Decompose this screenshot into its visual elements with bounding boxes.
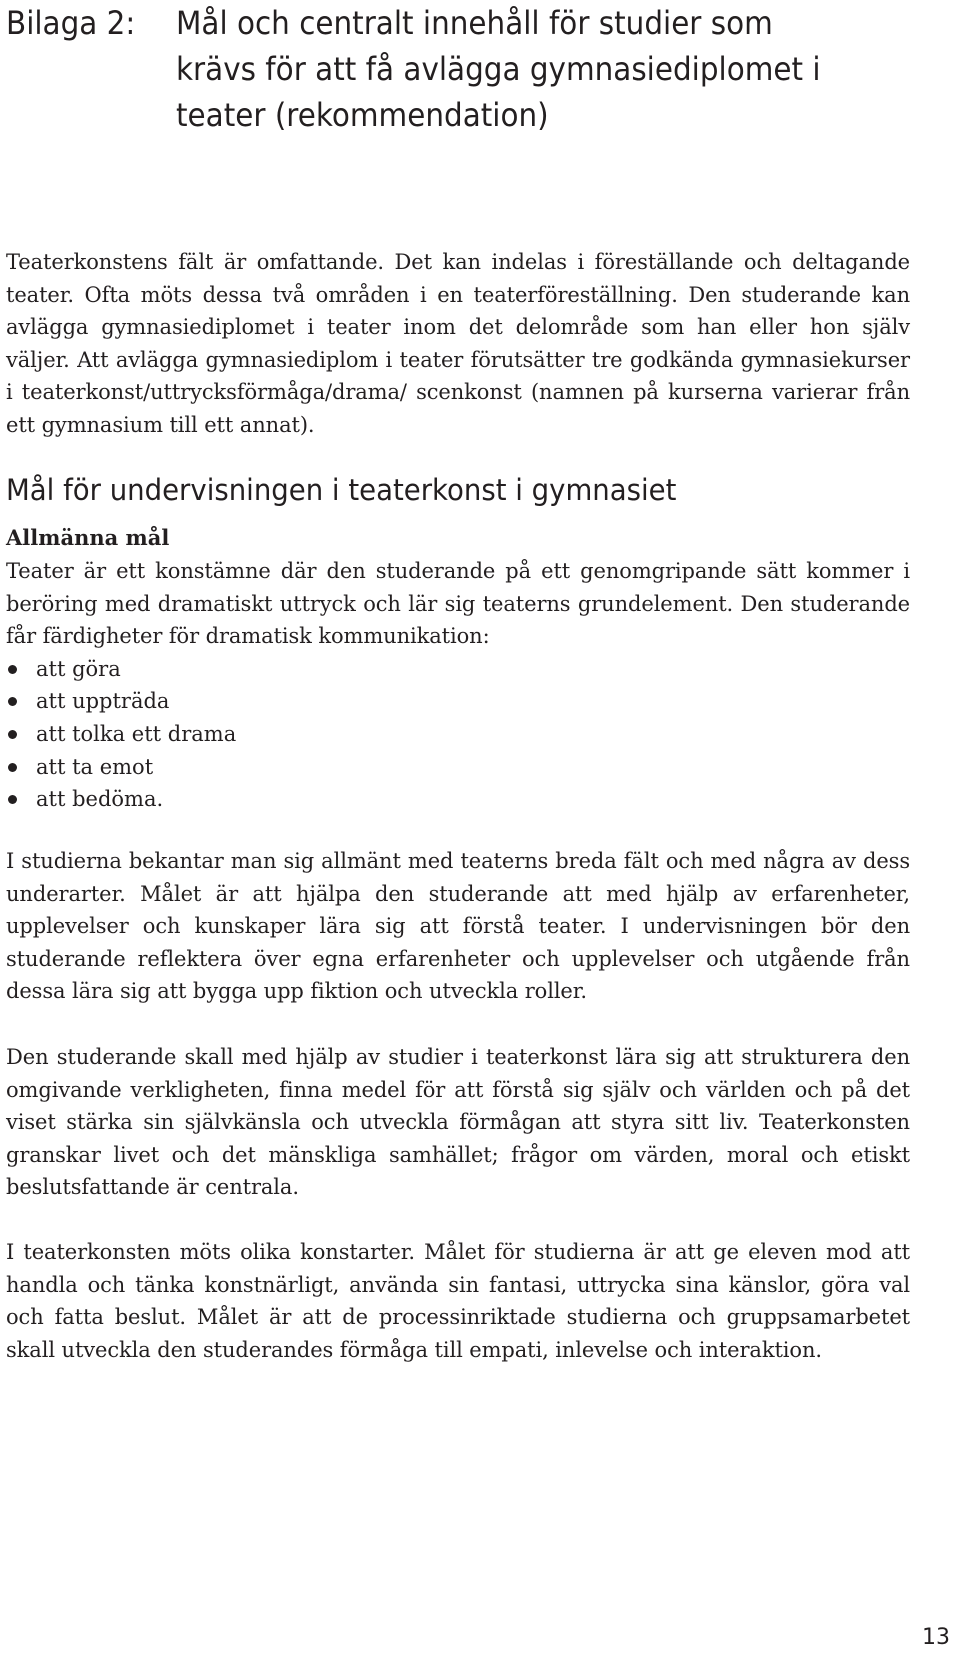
list-item-text: att uppträda <box>36 689 170 714</box>
bullet-icon <box>8 730 17 739</box>
title-line-3: teater (rekommendation) <box>176 96 549 134</box>
skills-list <box>6 653 910 816</box>
paragraph-block-3 <box>6 1236 910 1366</box>
bullet-icon <box>8 795 17 804</box>
body-paragraph: I teaterkonsten möts olika konstarter. Målet för studierna är att ge eleven mod att handla och tänka konstnärligt, använda sin fantasi, uttrycka sina känslor, göra val och fatta beslut. Målet är att de processinriktade studierna och gruppsamarbetet skall utveckla den studerandes förmåga till empati, inlevelse och interaktion. <box>6 1240 910 1362</box>
bullet-icon <box>8 697 17 706</box>
section-heading: Mål för undervisningen i teaterkonst i gymnasiet <box>6 473 677 507</box>
goals-lead-paragraph: Teater är ett konstämne där den studerande på ett genomgripande sätt kommer i beröring med dramatiskt uttryck och lär sig teaterns grundelement. Den studerande får färdigheter för dramatisk kommunikation: <box>6 559 910 649</box>
title-line-2: krävs för att få avlägga gymnasiediplomet i <box>176 50 821 88</box>
goals-lead-block <box>6 555 910 816</box>
bullet-icon <box>8 763 17 772</box>
paragraph-block-1 <box>6 845 910 1008</box>
list-item <box>6 718 910 751</box>
appendix-title <box>6 0 910 138</box>
body-paragraph: I studierna bekantar man sig allmänt med teaterns breda fält och med några av dess underarter. Målet är att hjälpa den studerande att med hjälp av erfarenheter, upplevelser och kunskaper lära sig att förstå teater. I undervisningen bör den studerande reflektera över egna erfarenheter och upplevelser och utgående från dessa lära sig att bygga upp fiktion och utveckla roller. <box>6 849 910 1004</box>
list-item-text: att bedöma. <box>36 787 164 812</box>
list-item <box>6 751 910 784</box>
body-paragraph: Den studerande skall med hjälp av studier i teaterkonst lära sig att strukturera den omgivande verkligheten, finna medel för att förstå sig själv och världen och på det viset stärka sin självkänsla och utveckla förmågan att styra sitt liv. Teaterkonsten granskar livet och det mänskliga samhället; frågor om värden, moral och etiskt beslutsfattande är centrala. <box>6 1045 910 1200</box>
list-item <box>6 653 910 686</box>
list-item-text: att ta emot <box>36 754 154 779</box>
paragraph-block-2 <box>6 1041 910 1204</box>
list-item <box>6 685 910 718</box>
section-subheading: Allmänna mål <box>6 525 170 550</box>
title-line-1: Mål och centralt innehåll för studier som <box>176 4 773 42</box>
appendix-title-text <box>176 0 838 138</box>
bullet-icon <box>8 665 17 674</box>
intro-paragraph: Teaterkonstens fält är omfattande. Det kan indelas i föreställande och deltagande teater. Ofta möts dessa två områden i en teaterföreställning. Den studerande kan avlägga gymnasiediplomet i teater inom det delområde som han eller hon själv väljer. Att avlägga gymnasiediplom i teater förutsätter tre godkända gymnasiekurser i teaterkonst/uttrycksförmåga/drama/ scenkonst (namnen på kurserna varierar från ett gymnasium till ett annat). <box>6 250 910 437</box>
intro-block <box>6 246 910 442</box>
list-item <box>6 783 910 816</box>
appendix-label: Bilaga 2: <box>6 4 136 42</box>
page-number: 13 <box>922 1625 950 1650</box>
list-item-text: att göra <box>36 656 121 681</box>
list-item-text: att tolka ett drama <box>36 721 237 746</box>
